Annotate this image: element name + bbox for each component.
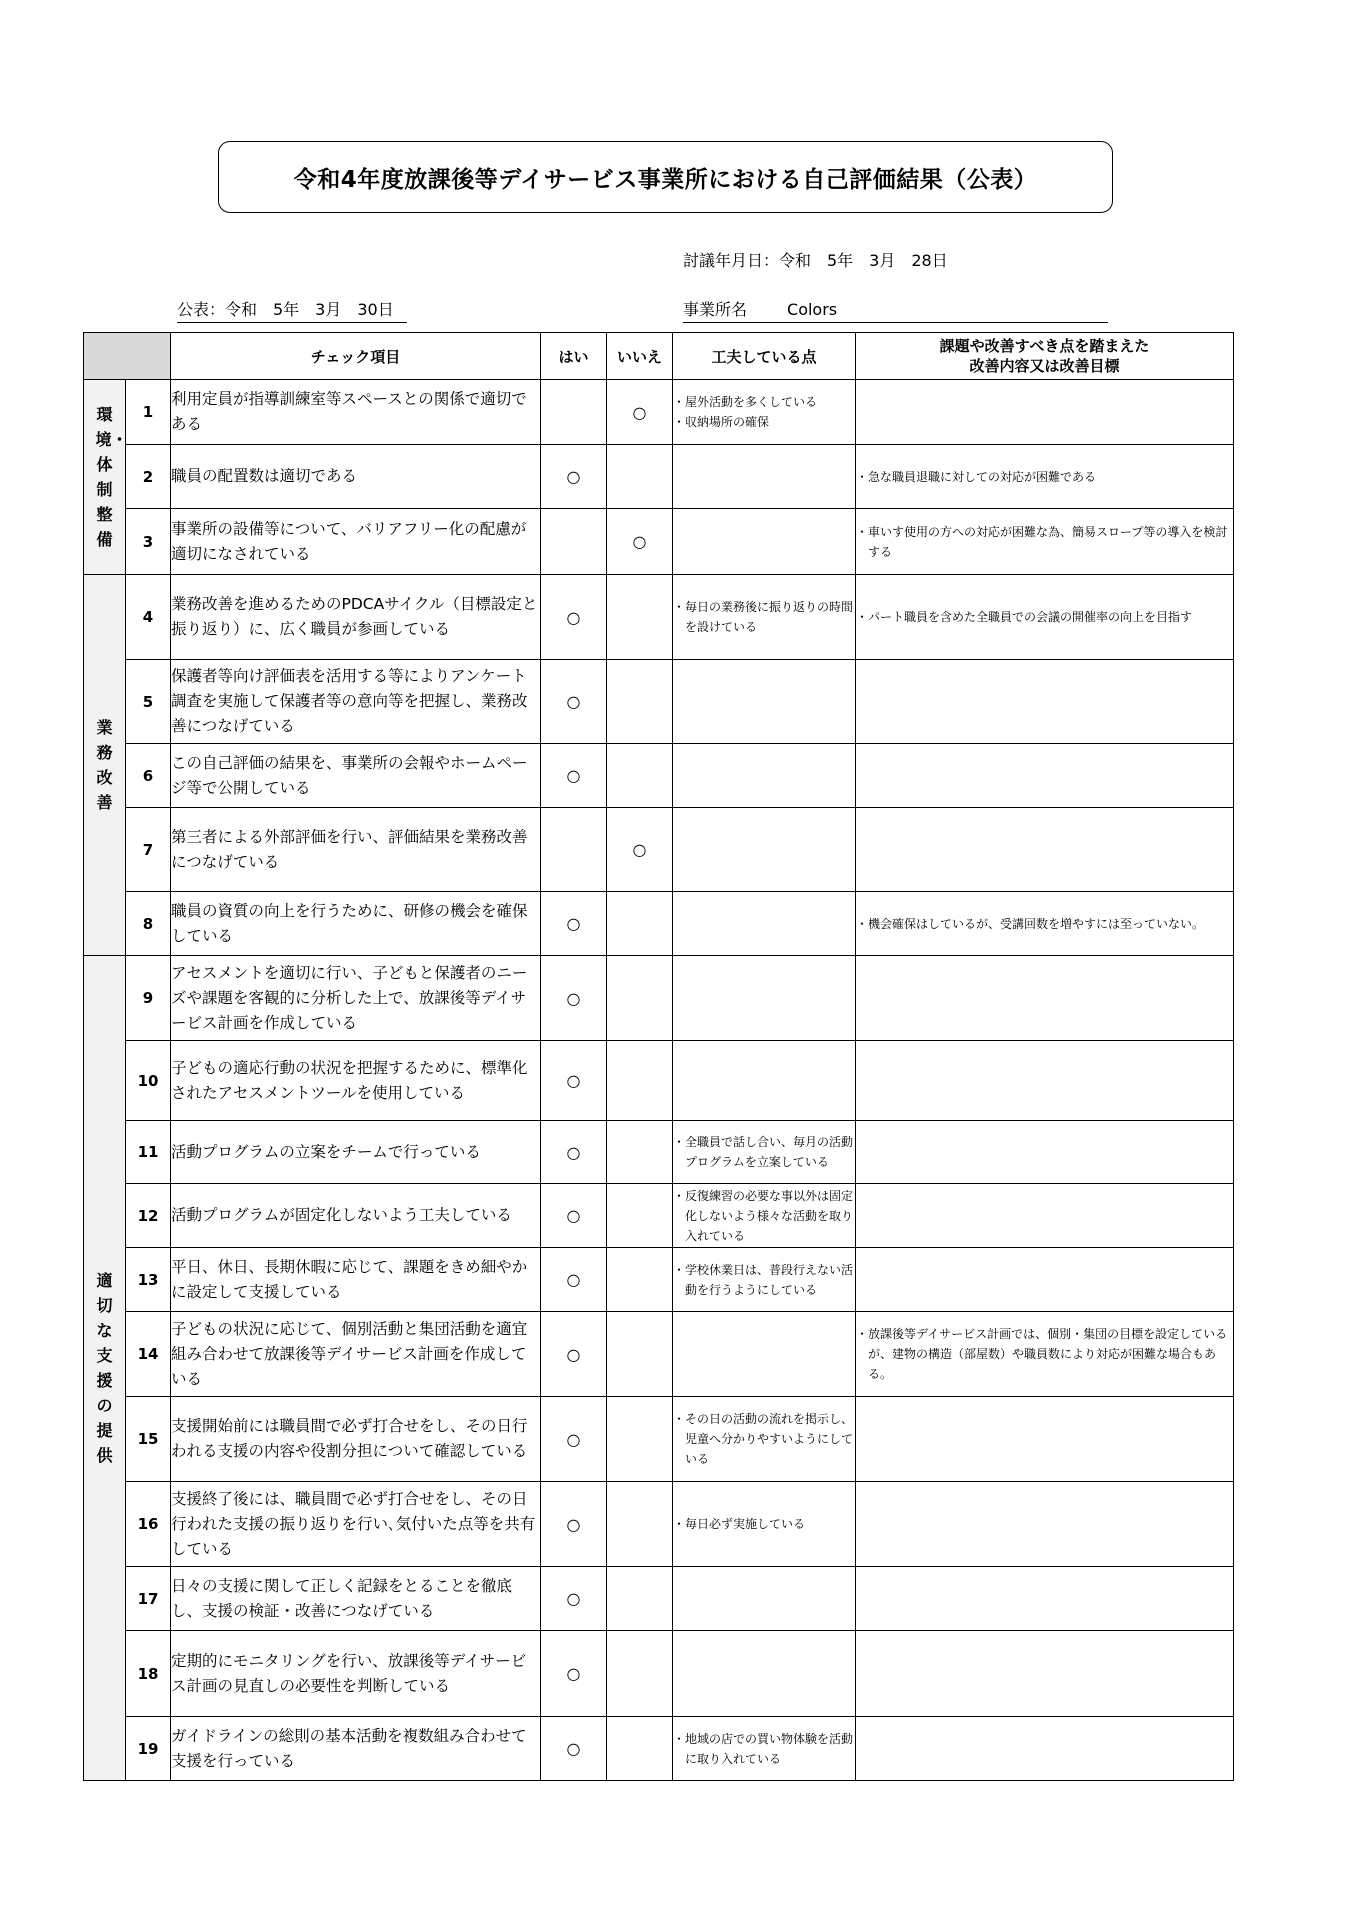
row-number: 1 bbox=[126, 380, 171, 445]
no-mark: ○ bbox=[607, 509, 673, 575]
check-item: 子どもの状況に応じて、個別活動と集団活動を適宜組み合わせて放課後等デイサービス計画を作成している bbox=[171, 1312, 541, 1397]
row-number: 6 bbox=[126, 744, 171, 808]
effort-cell bbox=[673, 744, 856, 808]
table-row bbox=[84, 1631, 1234, 1717]
row-number: 18 bbox=[126, 1631, 171, 1717]
table-row bbox=[84, 1312, 1234, 1397]
table-row bbox=[84, 808, 1234, 892]
row-number: 7 bbox=[126, 808, 171, 892]
check-item: 保護者等向け評価表を活用する等によりアンケート調査を実施して保護者等の意向等を把握し、業務改善につなげている bbox=[171, 660, 541, 744]
discussion-date: 討議年月日：令和 5年 3月 28日 bbox=[683, 251, 948, 270]
no-mark bbox=[607, 956, 673, 1041]
effort-cell bbox=[673, 808, 856, 892]
row-number: 12 bbox=[126, 1184, 171, 1248]
header-improvement: 課題や改善すべき点を踏まえた 改善内容又は改善目標 bbox=[856, 333, 1234, 380]
improvement-cell bbox=[856, 1121, 1234, 1184]
no-mark bbox=[607, 1041, 673, 1121]
category-label bbox=[84, 956, 126, 1781]
effort-note: ・全職員で話し合い、毎月の活動プログラムを立案している bbox=[673, 1135, 854, 1169]
no-mark: ○ bbox=[607, 808, 673, 892]
improvement-cell bbox=[856, 744, 1234, 808]
title-box bbox=[218, 141, 1113, 213]
yes-mark: ○ bbox=[541, 1312, 607, 1397]
office-label: 事業所名 bbox=[683, 300, 748, 319]
row-number: 10 bbox=[126, 1041, 171, 1121]
table-row bbox=[84, 1184, 1234, 1248]
table-row bbox=[84, 1482, 1234, 1567]
check-item: 平日、休日、長期休暇に応じて、課題をきめ細やかに設定して支援している bbox=[171, 1248, 541, 1312]
yes-mark: ○ bbox=[541, 660, 607, 744]
check-item: 職員の配置数は適切である bbox=[171, 445, 541, 509]
yes-mark: ○ bbox=[541, 1397, 607, 1482]
row-number: 9 bbox=[126, 956, 171, 1041]
row-number: 16 bbox=[126, 1482, 171, 1567]
header-check-item: チェック項目 bbox=[171, 333, 541, 380]
effort-cell bbox=[673, 892, 856, 956]
category-text: 業務改善 bbox=[96, 718, 113, 812]
improvement-cell bbox=[856, 892, 1234, 956]
check-item: アセスメントを適切に行い、子どもと保護者のニーズや課題を客観的に分析した上で、放課後等デイサービス計画を作成している bbox=[171, 956, 541, 1041]
header-yes: はい bbox=[541, 333, 607, 380]
yes-mark: ○ bbox=[541, 1567, 607, 1631]
evaluation-table bbox=[83, 332, 1234, 1781]
no-mark bbox=[607, 1121, 673, 1184]
effort-cell bbox=[673, 1184, 856, 1248]
header-effort: 工夫している点 bbox=[673, 333, 856, 380]
yes-mark: ○ bbox=[541, 575, 607, 660]
check-item: 日々の支援に関して正しく記録をとることを徹底し、支援の検証・改善につなげている bbox=[171, 1567, 541, 1631]
yes-mark: ○ bbox=[541, 445, 607, 509]
table-row bbox=[84, 956, 1234, 1041]
row-number: 14 bbox=[126, 1312, 171, 1397]
improvement-cell bbox=[856, 956, 1234, 1041]
yes-mark bbox=[541, 509, 607, 575]
effort-cell bbox=[673, 1041, 856, 1121]
row-number: 17 bbox=[126, 1567, 171, 1631]
yes-mark: ○ bbox=[541, 1248, 607, 1312]
effort-cell bbox=[673, 660, 856, 744]
check-item: 事業所の設備等について、バリアフリー化の配慮が適切になされている bbox=[171, 509, 541, 575]
effort-cell bbox=[673, 509, 856, 575]
row-number: 5 bbox=[126, 660, 171, 744]
row-number: 15 bbox=[126, 1397, 171, 1482]
effort-cell bbox=[673, 445, 856, 509]
effort-cell bbox=[673, 1567, 856, 1631]
improvement-note: ・急な職員退職に対しての対応が困難である bbox=[856, 469, 1097, 484]
table-row bbox=[84, 575, 1234, 660]
check-item: この自己評価の結果を、事業所の会報やホームページ等で公開している bbox=[171, 744, 541, 808]
check-item: ガイドラインの総則の基本活動を複数組み合わせて支援を行っている bbox=[171, 1717, 541, 1781]
check-item: 利用定員が指導訓練室等スペースとの関係で適切である bbox=[171, 380, 541, 445]
office-name-field bbox=[683, 297, 1108, 323]
category-label bbox=[84, 380, 126, 575]
row-number: 2 bbox=[126, 445, 171, 509]
yes-mark: ○ bbox=[541, 1631, 607, 1717]
improvement-cell bbox=[856, 1041, 1234, 1121]
yes-mark bbox=[541, 380, 607, 445]
yes-mark: ○ bbox=[541, 1717, 607, 1781]
no-mark bbox=[607, 1482, 673, 1567]
improvement-cell bbox=[856, 1482, 1234, 1567]
no-mark bbox=[607, 744, 673, 808]
effort-cell bbox=[673, 1121, 856, 1184]
improvement-note: ・車いす使用の方への対応が困難な為、簡易スロープ等の導入を検討する bbox=[856, 524, 1228, 559]
category-label bbox=[84, 575, 126, 956]
table-row bbox=[84, 445, 1234, 509]
improvement-cell bbox=[856, 1312, 1234, 1397]
improvement-cell bbox=[856, 1631, 1234, 1717]
yes-mark: ○ bbox=[541, 744, 607, 808]
row-number: 4 bbox=[126, 575, 171, 660]
check-item: 第三者による外部評価を行い、評価結果を業務改善につなげている bbox=[171, 808, 541, 892]
header-row bbox=[84, 333, 1234, 380]
effort-cell bbox=[673, 575, 856, 660]
improvement-cell bbox=[856, 1717, 1234, 1781]
yes-mark bbox=[541, 808, 607, 892]
improvement-note: ・機会確保はしているが、受講回数を増やすには至っていない。 bbox=[856, 916, 1205, 931]
effort-cell bbox=[673, 956, 856, 1041]
effort-note: ・毎日必ず実施している bbox=[673, 1517, 806, 1531]
row-number: 11 bbox=[126, 1121, 171, 1184]
improvement-note: ・放課後等デイサービス計画では、個別・集団の目標を設定しているが、建物の構造（部屋数）や職員数により対応が困難な場合もある。 bbox=[856, 1327, 1228, 1381]
yes-mark: ○ bbox=[541, 892, 607, 956]
yes-mark: ○ bbox=[541, 1482, 607, 1567]
check-item: 支援開始前には職員間で必ず打合せをし、その日行われる支援の内容や役割分担について確認している bbox=[171, 1397, 541, 1482]
table-row bbox=[84, 1121, 1234, 1184]
check-item: 活動プログラムの立案をチームで行っている bbox=[171, 1121, 541, 1184]
row-number: 3 bbox=[126, 509, 171, 575]
no-mark bbox=[607, 575, 673, 660]
check-item: 職員の資質の向上を行うために、研修の機会を確保している bbox=[171, 892, 541, 956]
page-title: 令和4年度放課後等デイサービス事業所における自己評価結果（公表） bbox=[293, 166, 1038, 193]
category-text: 適切な支援の提供 bbox=[96, 1271, 113, 1465]
table-row bbox=[84, 1041, 1234, 1121]
check-item: 活動プログラムが固定化しないよう工夫している bbox=[171, 1184, 541, 1248]
row-number: 19 bbox=[126, 1717, 171, 1781]
effort-note: ・学校休業日は、普段行えない活動を行うようにしている bbox=[673, 1262, 854, 1297]
no-mark bbox=[607, 1312, 673, 1397]
table-row bbox=[84, 660, 1234, 744]
category-text: 環境・体制整備 bbox=[95, 405, 128, 549]
no-mark bbox=[607, 1717, 673, 1781]
no-mark bbox=[607, 892, 673, 956]
yes-mark: ○ bbox=[541, 956, 607, 1041]
no-mark bbox=[607, 1567, 673, 1631]
improvement-cell bbox=[856, 660, 1234, 744]
effort-cell bbox=[673, 1482, 856, 1567]
improvement-cell bbox=[856, 445, 1234, 509]
header-no: いいえ bbox=[607, 333, 673, 380]
table-row bbox=[84, 744, 1234, 808]
effort-cell bbox=[673, 1631, 856, 1717]
effort-cell bbox=[673, 1248, 856, 1312]
table-body bbox=[84, 380, 1234, 1781]
table-row bbox=[84, 1717, 1234, 1781]
check-item: 業務改善を進めるためのPDCAサイクル（目標設定と振り返り）に、広く職員が参画している bbox=[171, 575, 541, 660]
table-row bbox=[84, 892, 1234, 956]
no-mark bbox=[607, 1397, 673, 1482]
no-mark bbox=[607, 660, 673, 744]
table-row bbox=[84, 380, 1234, 445]
table-row bbox=[84, 1567, 1234, 1631]
header-blank bbox=[84, 333, 171, 380]
effort-note: ・収納場所の確保 bbox=[673, 415, 770, 429]
table-row bbox=[84, 509, 1234, 575]
no-mark: ○ bbox=[607, 380, 673, 445]
table-row bbox=[84, 1248, 1234, 1312]
yes-mark: ○ bbox=[541, 1184, 607, 1248]
improvement-note: ・パート職員を含めた全職員での会議の開催率の向上を目指す bbox=[856, 610, 1193, 624]
office-name: Colors bbox=[787, 300, 838, 319]
row-number: 8 bbox=[126, 892, 171, 956]
effort-cell bbox=[673, 1717, 856, 1781]
improvement-cell bbox=[856, 1397, 1234, 1482]
improvement-cell bbox=[856, 1184, 1234, 1248]
improvement-cell bbox=[856, 509, 1234, 575]
effort-cell bbox=[673, 1312, 856, 1397]
effort-cell bbox=[673, 1397, 856, 1482]
improvement-cell bbox=[856, 380, 1234, 445]
table-row bbox=[84, 1397, 1234, 1482]
no-mark bbox=[607, 1184, 673, 1248]
improvement-cell bbox=[856, 1567, 1234, 1631]
effort-note: ・その日の活動の流れを掲示し、児童へ分かりやすいようにしている bbox=[673, 1412, 854, 1466]
no-mark bbox=[607, 1248, 673, 1312]
yes-mark: ○ bbox=[541, 1041, 607, 1121]
effort-note: ・地域の店での買い物体験を活動に取り入れている bbox=[673, 1731, 854, 1766]
improvement-cell bbox=[856, 1248, 1234, 1312]
improvement-cell bbox=[856, 575, 1234, 660]
effort-note: ・屋外活動を多くしている bbox=[673, 395, 818, 409]
no-mark bbox=[607, 445, 673, 509]
no-mark bbox=[607, 1631, 673, 1717]
effort-note: ・反復練習の必要な事以外は固定化しないよう様々な活動を取り入れている bbox=[673, 1188, 854, 1243]
row-number: 13 bbox=[126, 1248, 171, 1312]
check-item: 定期的にモニタリングを行い、放課後等デイサービス計画の見直しの必要性を判断している bbox=[171, 1631, 541, 1717]
check-item: 子どもの適応行動の状況を把握するために、標準化されたアセスメントツールを使用している bbox=[171, 1041, 541, 1121]
improvement-cell bbox=[856, 808, 1234, 892]
effort-cell bbox=[673, 380, 856, 445]
check-item: 支援終了後には、職員間で必ず打合せをし、その日行われた支援の振り返りを行い､気付いた点等を共有している bbox=[171, 1482, 541, 1567]
yes-mark: ○ bbox=[541, 1121, 607, 1184]
effort-note: ・毎日の業務後に振り返りの時間を設けている bbox=[673, 600, 854, 634]
publication-date: 公表：令和 5年 3月 30日 bbox=[177, 297, 407, 323]
